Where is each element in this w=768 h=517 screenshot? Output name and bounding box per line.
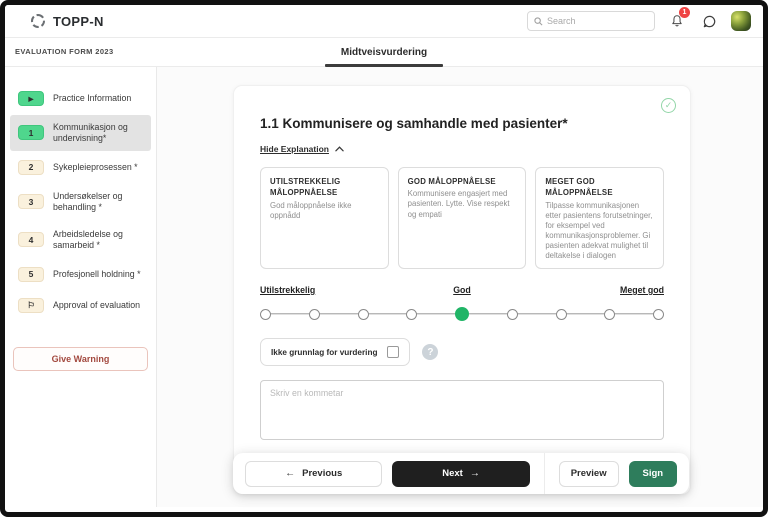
footer-action-bar <box>233 453 689 494</box>
notification-count-badge: 1 <box>679 7 690 18</box>
sidebar-item-approval[interactable] <box>10 291 151 320</box>
explanation-box-utilstrekkelig <box>260 167 389 269</box>
sign-button[interactable]: Sign <box>629 461 677 487</box>
help-icon[interactable]: ? <box>422 344 438 360</box>
step-4-badge: 4 <box>18 232 44 247</box>
flag-icon-badge: ⚐ <box>18 298 44 313</box>
sidebar-item-arbeidsledelse[interactable] <box>10 222 151 258</box>
explanation-heading: GOD MÅLOPPNÅELSE <box>407 177 496 186</box>
search-box[interactable] <box>527 11 655 31</box>
explanation-body: Tilpasse kommunikasjonen etter pasientens forutsetninger, for eksempel ved kommunikasjonsproblemer. Gi pasienten adekvat mulighet til deltakelse i dialogen <box>545 200 653 261</box>
arrow-right-icon: → <box>469 468 480 479</box>
explanation-box-meget-god <box>535 167 664 269</box>
sub-header <box>5 38 763 67</box>
previous-label: Previous <box>302 468 343 479</box>
play-icon-badge: ▶ <box>18 91 44 106</box>
explanation-box-god <box>398 167 527 269</box>
question-title: 1.1 Kommunisere og samhandle med pasienter* <box>260 116 568 131</box>
explanation-heading: UTILSTREKKELIG MÅLOPPNÅELSE <box>270 177 341 198</box>
question-card <box>233 85 691 495</box>
explanation-body: God måloppnåelse ikke oppnådd <box>270 200 352 220</box>
slider-dot[interactable] <box>556 309 567 320</box>
slider-dot[interactable] <box>604 309 615 320</box>
chevron-up-icon <box>335 146 344 152</box>
form-year-label: EVALUATION FORM 2023 <box>15 47 114 56</box>
hide-explanation-toggle[interactable] <box>260 144 344 154</box>
step-3-badge: 3 <box>18 194 44 209</box>
app-title: TOPP-N <box>53 13 104 29</box>
top-header <box>5 5 763 38</box>
hide-explanation-label: Hide Explanation <box>260 144 329 154</box>
main-content <box>157 67 763 507</box>
sidebar-item-label: Approval of evaluation <box>53 299 141 310</box>
tab-midtveisvurdering[interactable] <box>341 38 427 66</box>
slider-dot[interactable] <box>653 309 664 320</box>
user-avatar[interactable] <box>731 11 751 31</box>
sidebar-item-label: Sykepleieprosessen * <box>53 161 138 172</box>
rating-slider[interactable] <box>260 307 664 321</box>
slider-dot[interactable] <box>260 309 271 320</box>
no-basis-checkbox[interactable] <box>387 346 399 358</box>
explanation-heading: MEGET GOD MÅLOPPNÅELSE <box>545 177 613 198</box>
search-icon <box>534 17 543 26</box>
comment-textarea[interactable] <box>260 380 664 440</box>
footer-divider <box>544 453 545 494</box>
give-warning-button[interactable]: Give Warning <box>13 347 148 371</box>
sidebar-item-label: Arbeidsledelse og samarbeid * <box>53 228 123 250</box>
next-button[interactable] <box>392 461 529 487</box>
sidebar-item-label: Profesjonell holdning * <box>53 268 141 279</box>
slider-scale-labels <box>260 285 664 295</box>
no-basis-label: Ikke grunnlag for vurdering <box>271 347 378 357</box>
slider-dot[interactable] <box>507 309 518 320</box>
step-5-badge: 5 <box>18 267 44 282</box>
tab-label: Midtveisvurdering <box>340 46 428 58</box>
sidebar-item-label: Undersøkelser og behandling * <box>53 190 123 212</box>
search-input[interactable] <box>547 16 648 26</box>
scale-label-left: Utilstrekkelig <box>260 285 316 295</box>
sidebar-nav <box>5 67 157 507</box>
sidebar-item-kommunikasjon[interactable] <box>10 115 151 151</box>
sidebar-item-label: Kommunikasjon og undervisning* <box>53 122 128 143</box>
slider-dot[interactable] <box>358 309 369 320</box>
arrow-left-icon: ← <box>285 468 296 479</box>
support-chat-button[interactable] <box>699 11 719 31</box>
step-1-badge: 1 <box>18 125 44 140</box>
sidebar-item-sykepleieprosessen[interactable] <box>10 153 151 182</box>
sidebar-item-label: Practice Information <box>53 93 132 103</box>
completed-check-icon: ✓ <box>661 98 676 113</box>
explanation-boxes <box>260 167 664 269</box>
preview-button[interactable]: Preview <box>559 461 619 487</box>
previous-button[interactable] <box>245 461 382 487</box>
chat-bubble-icon <box>702 14 717 29</box>
next-label: Next <box>442 468 463 479</box>
sidebar-item-profesjonell-holdning[interactable] <box>10 260 151 289</box>
scale-label-right: Meget god <box>620 285 664 295</box>
scale-label-middle: God <box>453 285 471 295</box>
slider-dot-selected[interactable] <box>455 307 469 321</box>
explanation-body: Kommunisere engasjert med pasienten. Lytte. Vise respekt og empati <box>407 189 510 219</box>
sidebar-item-undersokelser[interactable] <box>10 184 151 220</box>
slider-dot[interactable] <box>406 309 417 320</box>
sidebar-item-practice-information[interactable] <box>10 84 151 113</box>
slider-dot[interactable] <box>309 309 320 320</box>
app-logo-icon <box>31 14 45 28</box>
no-basis-option[interactable] <box>260 338 410 366</box>
step-2-badge: 2 <box>18 160 44 175</box>
notifications-button[interactable] <box>667 11 687 31</box>
